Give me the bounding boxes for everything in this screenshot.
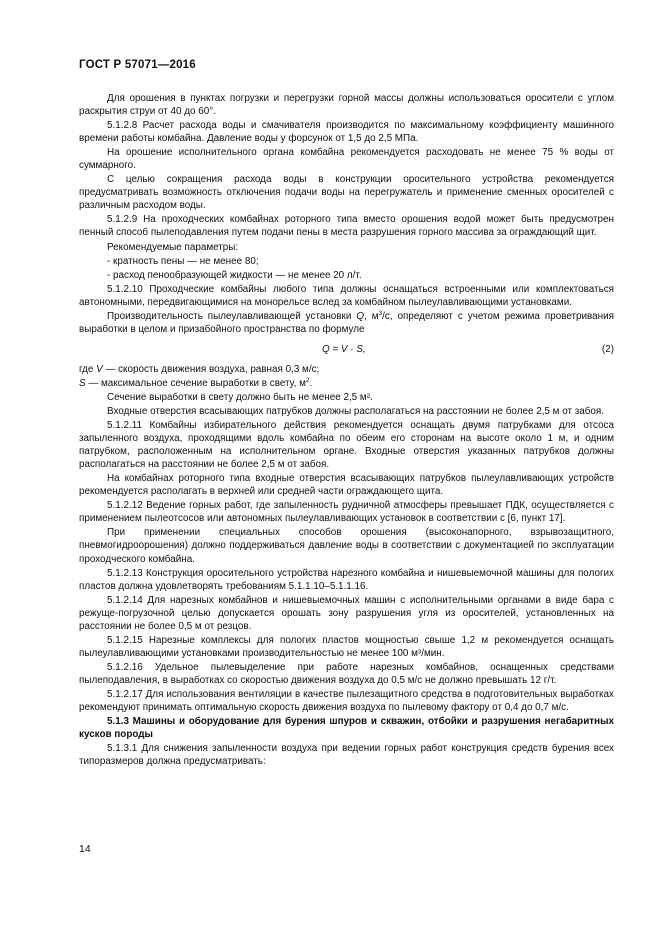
paragraph: 5.1.2.16 Удельное пылевыделение при работе нарезных комбайнов, оснащенных средствами пылеподавления, в выработках со скоростью движения воздуха до 0,5 м/с не должно превышать 12 г/т. bbox=[79, 661, 614, 686]
text-run: — скорость движения воздуха, равная 0,3 м/с; bbox=[102, 363, 320, 375]
section-heading: 5.1.3 Машины и оборудование для бурения шпуров и скважин, отбойки и разрушения негабаритных кусков породы bbox=[79, 716, 614, 741]
paragraph: 5.1.2.8 Расчет расхода воды и смачивателя производится по максимальному коэффициенту машинного времени работы комбайна. Давление воды у форсунок от 1,5 до 2,5 МПа. bbox=[79, 120, 614, 145]
paragraph: Входные отверстия всасывающих патрубков должны располагаться на расстоянии не более 2,5 м от забоя. bbox=[107, 405, 605, 417]
paragraph: 5.1.2.17 Для использования вентиляции в качестве пылезащитного средства в подготовительных выработках рекомендуют принимать оптимальную скорость движения воздуха по пылевому фактору от 0,4 до 0,7 м/с. bbox=[79, 688, 614, 714]
paragraph: При применении специальных способов орошения (высоконапорного, взрывозащитного, пневмогидроорошения) должно поддерживаться давление воды в соответствии с документацией по эксплуатации проходческого комбайна. bbox=[79, 527, 614, 565]
formula-number: (2) bbox=[601, 343, 614, 355]
document-body bbox=[79, 92, 614, 769]
text-run: где bbox=[79, 363, 97, 375]
variable-s: S bbox=[79, 377, 86, 389]
paragraph: Сечение выработки в свету должно быть не менее 2,5 м². bbox=[107, 391, 373, 403]
paragraph: 5.1.2.11 Комбайны избирательного действия рекомендуется оснащать двумя патрубками для отсоса запыленного воздуха, проходящими вдоль комбайна по обеим его сторонам на высоте около 1 м, и одним патрубком, расположенным на исполнительном органе. Входные отверстия указанных патрубков должны располагаться на расстоянии не более 2,5 м от забоя. bbox=[79, 420, 614, 471]
superscript: 2 bbox=[305, 376, 310, 384]
paragraph: 5.1.2.13 Конструкция оросительного устройства нарезного комбайна и нишевыемочной машины для пологих пластов должна удовлетворять требованиям 5.1.1.10–5.1.1.16. bbox=[79, 567, 614, 592]
paragraph: 5.1.2.15 Нарезные комплексы для пологих пластов мощностью свыше 1,2 м рекомендуется оснащать пылеулавливающими установками производительностью не менее 100 м³/мин. bbox=[79, 634, 614, 659]
text-run: Производительность пылеулавливающей установки bbox=[107, 310, 357, 322]
document-header: ГОСТ Р 57071—2016 bbox=[79, 59, 196, 71]
paragraph: 5.1.2.9 На проходческих комбайнах роторного типа вместо орошения водой может быть предусмотрен пенный способ пылеподавления путем подачи пены в места разрушения горного массива за ограждающий щит. bbox=[79, 214, 614, 239]
variable-q: Q bbox=[356, 310, 365, 322]
paragraph: 5.1.2.12 Ведение горных работ, где запыленность рудничной атмосферы превышает ПДК, осуществляется с применением пылеотсосов или автономных пылеулавливающих установок в соответствии с [6, пункт 17]. bbox=[79, 500, 614, 525]
formula: Q = V · S, bbox=[322, 343, 366, 355]
paragraph: 5.1.2.10 Проходческие комбайны любого типа должны оснащаться встроенными или комплектоваться автономными, передвигающимися на монорельсе вслед за комбайном пылеулавливающими установками. bbox=[79, 283, 614, 308]
text-run: /с, определяют с учетом режима проветривания выработки в целом и призабойного пространства по формуле bbox=[79, 310, 614, 335]
formula-block bbox=[79, 340, 614, 358]
paragraph: На орошение исполнительного органа комбайна рекомендуется расходовать не менее 75 % воды от суммарного. bbox=[79, 147, 614, 172]
paragraph: Рекомендуемые параметры: bbox=[107, 241, 239, 253]
paragraph: Для орошения в пунктах погрузки и перегрузки горной массы должны использоваться оросители с углом раскрытия струи от 40 до 60°. bbox=[79, 93, 614, 118]
text-run: — максимальное сечение выработки в свету, м bbox=[85, 377, 306, 389]
variable-v: V bbox=[96, 363, 103, 375]
paragraph: 5.1.2.14 Для нарезных комбайнов и нишевыемочных машин с исполнительными органами в виде бара с режуще-погрузочной целью допускается орошать зону разрушения угля из оросителей, установленных на расстоянии не более 0,5 м от резцов. bbox=[79, 594, 614, 632]
list-item: - расход пенообразующей жидкости — не менее 20 л/т. bbox=[107, 269, 362, 281]
paragraph bbox=[79, 310, 614, 336]
paragraph: С целью сокращения расхода воды в конструкции оросительного устройства рекомендуется предусматривать возможность отключения подачи воды на перегружатель и применение сменных оросителей с различным расходом воды. bbox=[79, 174, 614, 212]
paragraph: 5.1.3.1 Для снижения запыленности воздуха при ведении горных работ конструкция средств бурения всех типоразмеров должна предусматривать: bbox=[79, 743, 614, 768]
definition bbox=[79, 377, 614, 390]
text-run: , м bbox=[364, 310, 379, 322]
definition bbox=[79, 363, 614, 376]
list-item: - кратность пены — не менее 80; bbox=[107, 255, 259, 267]
page-number: 14 bbox=[79, 843, 91, 855]
text-run: . bbox=[309, 377, 313, 389]
paragraph: На комбайнах роторного типа входные отверстия всасывающих патрубков пылеулавливающих устройств рекомендуется располагать в верхней или средней части ограждающего щита. bbox=[79, 473, 614, 498]
superscript: 3 bbox=[378, 309, 383, 317]
